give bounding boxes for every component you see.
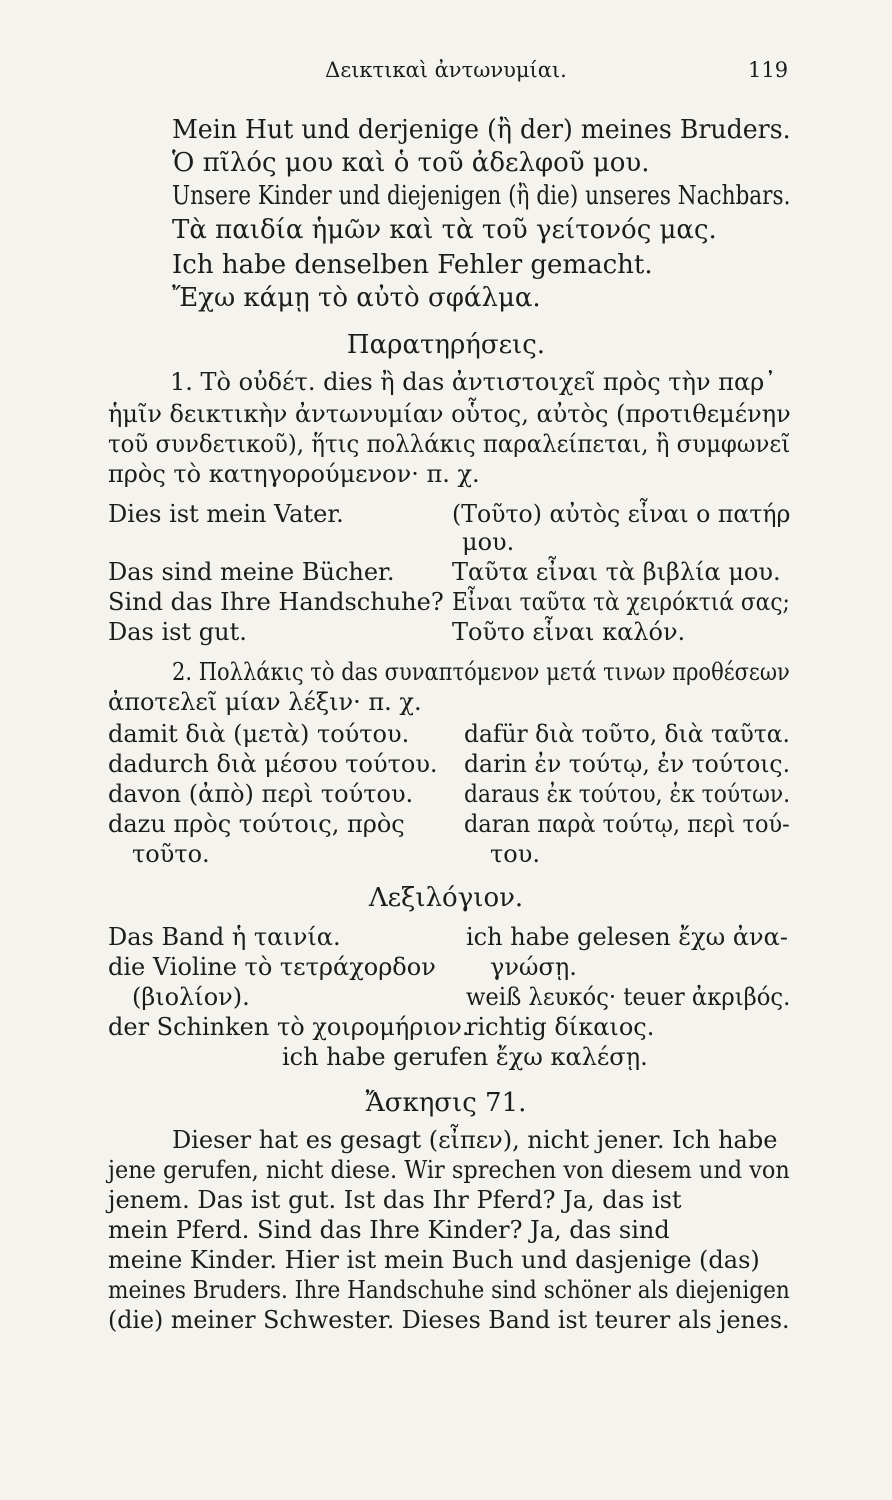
- greek-translation: Τοῦτο εἶναι καλόν.: [452, 618, 686, 646]
- remark-line: τοῦ συνδετικοῦ), ἥτις πολλάκις παραλείπεται, ἢ συμφωνεῖ: [108, 430, 791, 458]
- remark-line: 1. Τὸ οὐδέτ. dies ἢ das ἀντιστοιχεῖ πρὸς τὴν παρ᾽: [170, 368, 777, 396]
- compound-right: του.: [490, 840, 540, 868]
- example-line: Ὁ πῖλός μου καὶ ὁ τοῦ ἀδελφοῦ μου.: [172, 148, 650, 178]
- remarks-heading: Παρατηρήσεις.: [346, 330, 546, 360]
- compound-left: damit διὰ (μετὰ) τούτου.: [108, 720, 410, 748]
- example-line: Ich habe denselben Fehler gemacht.: [172, 250, 653, 280]
- compound-right: daraus ἐκ τούτου, ἐκ τούτων.: [464, 780, 791, 808]
- vocab-last: ich habe gerufen ἔχω καλέσῃ.: [282, 1043, 648, 1071]
- remark-line: 2. Πολλάκις τὸ das συναπτόμενον μετά τινων προθέσεων: [172, 658, 790, 686]
- vocab-right: richtig δίκαιος.: [466, 1013, 655, 1041]
- example-line: Unsere Kinder und diejenigen (ἢ die) unseres Nachbars.: [172, 181, 791, 211]
- greek-translation: Εἶναι ταῦτα τὰ χειρόκτιά σας;: [452, 588, 790, 616]
- compound-right: dafür διὰ τοῦτο, διὰ ταῦτα.: [464, 720, 790, 748]
- german-example: Das ist gut.: [108, 618, 247, 646]
- exercise-heading: Ἄσκησις 71.: [365, 1088, 527, 1118]
- exercise-line: mein Pferd. Sind das Ihre Kinder? Ja, das sind: [108, 1216, 670, 1244]
- exercise-line: jenem. Das ist gut. Ist das Ihr Pferd? Ja, das ist: [108, 1186, 682, 1214]
- compound-left: dazu πρὸς τούτοις, πρὸς: [108, 810, 405, 838]
- example-line: Ἔχω κάμῃ τὸ αὐτὸ σφάλμα.: [172, 283, 541, 313]
- page-number: 119: [748, 58, 789, 82]
- compound-left: davon (ἀπὸ) περὶ τούτου.: [108, 780, 414, 808]
- example-line: Τὰ παιδία ἡμῶν καὶ τὰ τοῦ γείτονός μας.: [172, 215, 717, 245]
- remark-line: πρὸς τὸ κατηγορούμενον· π. χ.: [108, 460, 480, 488]
- exercise-line: meines Bruders. Ihre Handschuhe sind schöner als diejenigen: [108, 1276, 790, 1304]
- german-example: Sind das Ihre Handschuhe?: [108, 588, 444, 616]
- compound-right: darin ἐν τούτῳ, ἐν τούτοις.: [464, 750, 791, 778]
- vocab-left: die Violine τὸ τετράχορδον: [108, 953, 436, 981]
- german-example: Dies ist mein Vater.: [108, 500, 344, 528]
- vocab-right: weiß λευκός· teuer ἀκριβός.: [466, 983, 791, 1011]
- greek-translation: μου.: [462, 528, 515, 556]
- vocab-right: γνώσῃ.: [490, 953, 577, 981]
- remark-line: ἡμῖν δεικτικὴν ἀντωνυμίαν οὗτος, αὐτὸς (προτιθεμένην: [108, 400, 791, 428]
- greek-translation: Ταῦτα εἶναι τὰ βιβλία μου.: [452, 558, 781, 586]
- vocab-left: der Schinken τὸ χοιρομήριον.: [108, 1013, 470, 1041]
- exercise-line: jene gerufen, nicht diese. Wir sprechen von diesem und von: [108, 1156, 790, 1184]
- exercise-line: (die) meiner Schwester. Dieses Band ist teurer als jenes.: [108, 1306, 790, 1334]
- vocab-left: Das Band ἡ ταινία.: [108, 923, 341, 951]
- vocab-left: (βιολίον).: [132, 983, 250, 1011]
- running-head: Δεικτικαὶ ἀντωνυμίαι.: [325, 58, 567, 82]
- compound-left: τοῦτο.: [132, 840, 210, 868]
- compound-left: dadurch διὰ μέσου τούτου.: [108, 750, 438, 778]
- exercise-line: Dieser hat es gesagt (εἶπεν), nicht jener. Ich habe: [172, 1126, 778, 1154]
- vocab-right: ich habe gelesen ἔχω ἀνα-: [466, 923, 788, 951]
- example-line: Mein Hut und derjenige (ἢ der) meines Bruders.: [172, 115, 791, 145]
- vocabulary-heading: Λεξιλόγιον.: [368, 883, 524, 913]
- greek-translation: (Τοῦτο) αὐτὸς εἶναι ο πατήρ: [452, 500, 791, 528]
- remark-line: ἀποτελεῖ μίαν λέξιν· π. χ.: [108, 688, 422, 716]
- exercise-line: meine Kinder. Hier ist mein Buch und dasjenige (das): [108, 1246, 760, 1274]
- german-example: Das sind meine Bücher.: [108, 558, 395, 586]
- compound-right: daran παρὰ τούτῳ, περὶ τού-: [464, 810, 790, 838]
